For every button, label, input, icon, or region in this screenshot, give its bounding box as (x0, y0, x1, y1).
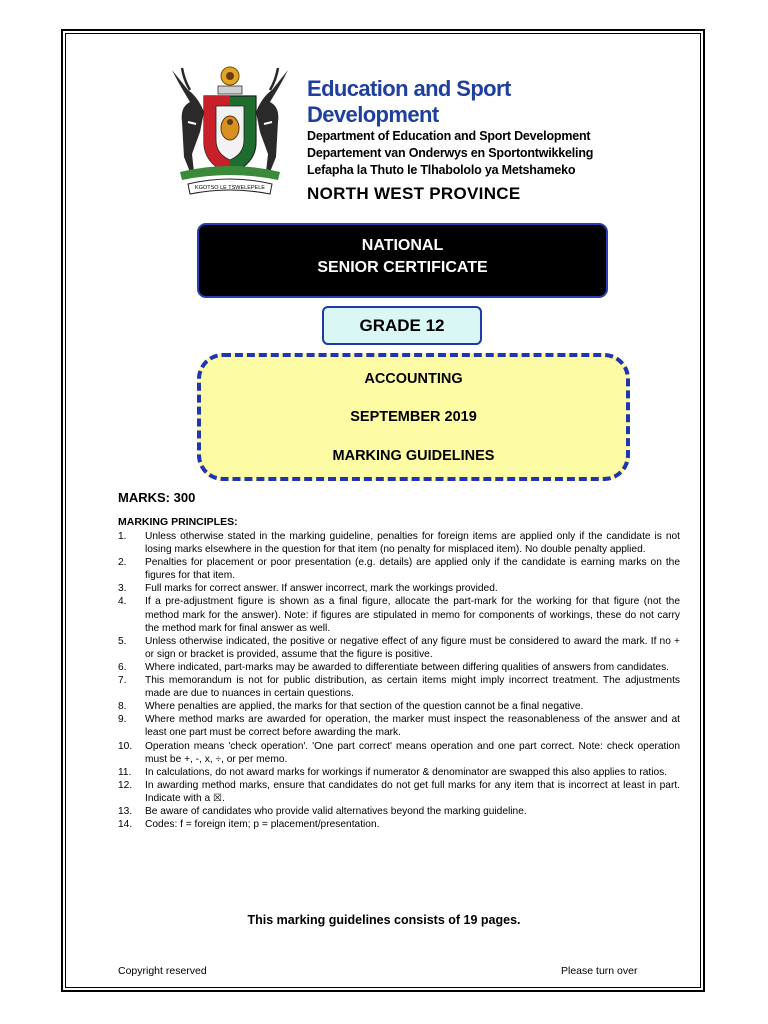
list-item: 5. Unless otherwise indicated, the positive or negative effect of any figure must be considered to award the mark. If no + or sign or bracket is provided, assume that the figure is positive. (118, 635, 680, 660)
list-item: 1. Unless otherwise stated in the marking guideline, penalties for foreign items are applied only if the candidate is not losing marks elsewhere in the question for that item (no penalty for misplaced item). No double penalty applied. (118, 531, 680, 556)
department-line-setswana: Lefapha la Thuto le Tlhabololo ya Metshameko (307, 163, 576, 177)
list-item: 9. Where method marks are awarded for operation, the marker must inspect the reasonableness of the answer and at least one part must be correct before awarding the mark. (118, 714, 680, 739)
list-item: 10. Operation means 'check operation'. 'One part correct' means operation and one part correct. Note: check operation must be +, -, x, ÷, or per memo. (118, 740, 680, 765)
department-title: Education and Sport Development (307, 76, 511, 127)
list-item: 4. If a pre-adjustment figure is shown as a final figure, allocate the part-mark for the working for that figure (not the method mark for the answer). Note: if figures are stipulated in memo for components of workings, these do not carry the method mark for final answer as well. (118, 596, 680, 634)
principles-list (118, 530, 680, 831)
list-item: 11. In calculations, do not award marks for workings if numerator & denominator are swapped this also applies to ratios. (118, 766, 668, 778)
grade-badge: GRADE 12 (322, 306, 482, 345)
list-item: 7. This memorandum is not for public distribution, as certain items might imply incorrect treatment. The adjustments made are due to nuances in certain questions. (118, 675, 680, 700)
list-item: 2. Penalties for placement or poor presentation (e.g. details) are applied only if the candidate is earning marks on the figures for that item. (118, 557, 680, 582)
department-header (307, 76, 607, 205)
subject-box (197, 353, 630, 481)
department-line-english: Department of Education and Sport Development (307, 129, 591, 143)
list-item: 3. Full marks for correct answer. If answer incorrect, mark the workings provided. (118, 583, 498, 595)
list-item: 13. Be aware of candidates who provide valid alternatives beyond the marking guideline. (118, 805, 527, 817)
certificate-banner (197, 223, 608, 298)
page-count-note: This marking guidelines consists of 19 pages. (247, 913, 521, 927)
coat-of-arms-logo (160, 62, 300, 202)
total-marks: MARKS: 300 (118, 490, 196, 505)
document-type: MARKING GUIDELINES (332, 448, 495, 464)
list-item: 8. Where penalties are applied, the marks for that section of the question cannot be a final negative. (118, 701, 584, 713)
footer-turn-over: Please turn over (561, 965, 638, 977)
department-line-afrikaans: Departement van Onderwys en Sportontwikkeling (307, 146, 594, 160)
subject-name: ACCOUNTING (364, 371, 463, 387)
list-item: 12. In awarding method marks, ensure that candidates do not get full marks for any item that is incorrect at least in part. Indicate with a ☒. (118, 779, 680, 804)
crest-motto: KGOTSO LE TSWELEPELE (195, 185, 265, 191)
certificate-line-1: NATIONAL (361, 237, 444, 254)
list-item: 6. Where indicated, part-marks may be awarded to differentiate between differing qualities of answers from candidates. (118, 661, 669, 673)
province-name: NORTH WEST PROVINCE (307, 184, 521, 203)
principles-heading: MARKING PRINCIPLES: (118, 516, 238, 528)
footer-copyright: Copyright reserved (118, 965, 207, 977)
certificate-line-2: SENIOR CERTIFICATE (317, 259, 488, 276)
exam-date: SEPTEMBER 2019 (350, 409, 477, 425)
list-item: 14. Codes: f = foreign item; p = placement/presentation. (118, 819, 380, 831)
